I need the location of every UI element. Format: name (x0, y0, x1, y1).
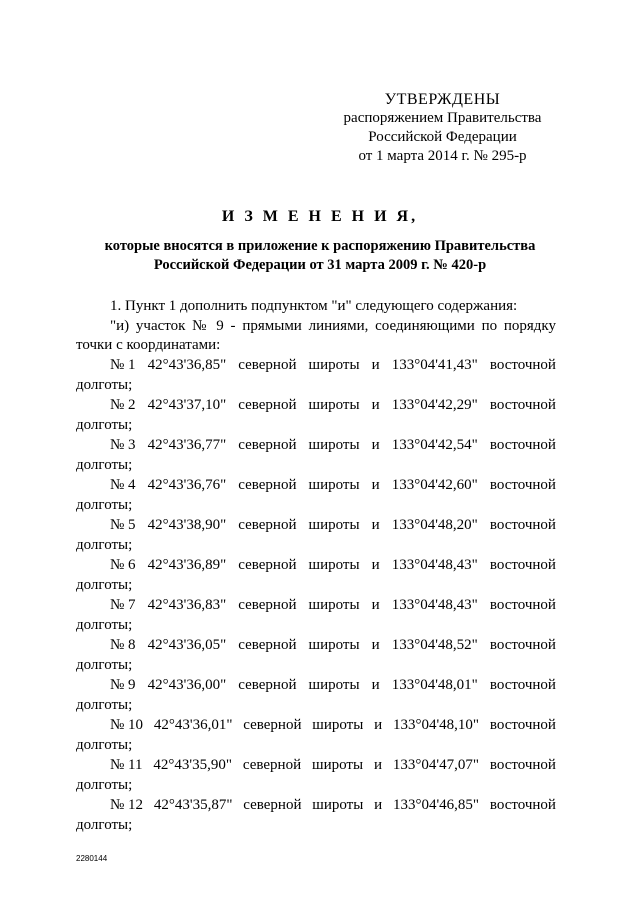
latitude-value: 42°43'36,01" (153, 717, 233, 733)
longitude-value: 133°04'42,29" (391, 397, 478, 413)
longitude-value: 133°04'41,43" (391, 357, 478, 373)
east-word: восточной (489, 637, 556, 653)
latitude-word: широты (312, 797, 364, 813)
and-word: и (371, 637, 380, 653)
north-word: северной (238, 677, 297, 693)
coordinates-list (76, 355, 556, 835)
coordinate-line (76, 555, 556, 575)
latitude-word: широты (308, 397, 360, 413)
north-word: северной (243, 797, 302, 813)
and-word: и (371, 677, 380, 693)
coordinate-line (76, 675, 556, 695)
latitude-value: 42°43'36,77" (147, 437, 227, 453)
longitude-word: долготы; (76, 417, 133, 433)
latitude-word: широты (308, 517, 360, 533)
and-word: и (371, 357, 380, 373)
latitude-value: 42°43'36,85" (147, 357, 227, 373)
latitude-value: 42°43'35,87" (153, 797, 233, 813)
point-number: № 9 (110, 677, 136, 693)
latitude-value: 42°43'36,89" (147, 557, 227, 573)
coordinate-line (76, 595, 556, 615)
point-number: № 12 (110, 797, 144, 813)
document-code: 2280144 (76, 854, 108, 863)
latitude-value: 42°43'35,90" (153, 757, 232, 773)
point-number: № 4 (110, 477, 136, 493)
east-word: восточной (489, 517, 556, 533)
latitude-value: 42°43'36,76" (147, 477, 227, 493)
latitude-word: широты (308, 477, 360, 493)
north-word: северной (238, 517, 297, 533)
latitude-word: широты (308, 597, 360, 613)
longitude-value: 133°04'42,54" (391, 437, 478, 453)
point-number: № 5 (110, 517, 136, 533)
coordinate-point (76, 595, 556, 635)
latitude-value: 42°43'37,10" (147, 397, 227, 413)
subtitle-line: Российской Федерации от 31 марта 2009 г. № 420-р (153, 257, 487, 273)
north-word: северной (238, 357, 297, 373)
latitude-word: широты (308, 677, 360, 693)
east-word: восточной (489, 717, 556, 733)
and-word: и (371, 557, 380, 573)
coordinate-line (76, 515, 556, 535)
coordinate-point (76, 435, 556, 475)
coordinate-point (76, 475, 556, 515)
latitude-word: широты (308, 637, 360, 653)
longitude-value: 133°04'48,01" (391, 677, 478, 693)
latitude-word: широты (308, 357, 360, 373)
approval-block (330, 90, 555, 166)
and-word: и (371, 437, 380, 453)
and-word: и (374, 797, 383, 813)
east-word: восточной (489, 557, 556, 573)
east-word: восточной (489, 437, 556, 453)
point-number: № 2 (110, 397, 136, 413)
longitude-word: долготы; (76, 657, 133, 673)
and-word: и (374, 717, 383, 733)
longitude-word: долготы; (76, 737, 133, 753)
and-word: и (371, 517, 380, 533)
longitude-word: долготы; (76, 577, 133, 593)
point-number: № 3 (110, 437, 136, 453)
approval-date-line: от 1 марта 2014 г. № 295-р (358, 148, 527, 164)
longitude-value: 133°04'47,07" (392, 757, 479, 773)
and-word: и (371, 597, 380, 613)
and-word: и (373, 757, 382, 773)
coordinate-point (76, 555, 556, 595)
coordinate-line (76, 795, 556, 815)
east-word: восточной (489, 397, 556, 413)
approval-line: Российской Федерации (368, 129, 517, 145)
document-subtitle (60, 237, 580, 275)
point-number: № 8 (110, 637, 136, 653)
longitude-word: долготы; (76, 377, 133, 393)
north-word: северной (238, 637, 297, 653)
point-number: № 7 (110, 597, 136, 613)
north-word: северной (238, 437, 297, 453)
north-word: северной (238, 477, 297, 493)
approval-line: распоряжением Правительства (343, 110, 542, 126)
latitude-value: 42°43'38,90" (147, 517, 227, 533)
longitude-value: 133°04'48,20" (391, 517, 478, 533)
approval-heading: УТВЕРЖДЕНЫ (384, 91, 501, 108)
east-word: восточной (489, 357, 556, 373)
coordinate-line (76, 715, 556, 735)
and-word: и (371, 477, 380, 493)
longitude-value: 133°04'48,43" (391, 557, 478, 573)
longitude-word: долготы; (76, 497, 133, 513)
latitude-value: 42°43'36,05" (147, 637, 227, 653)
north-word: северной (238, 397, 297, 413)
longitude-word: долготы; (76, 697, 133, 713)
longitude-value: 133°04'48,10" (392, 717, 480, 733)
paragraph-subitem-i: "и) участок № 9 - прямыми линиями, соединяющими по порядку точки с координатами: (76, 318, 556, 353)
coordinate-point (76, 515, 556, 555)
coordinate-point (76, 715, 556, 755)
point-number: № 10 (110, 717, 144, 733)
north-word: северной (243, 717, 302, 733)
longitude-value: 133°04'48,43" (391, 597, 478, 613)
coordinate-point (76, 675, 556, 715)
and-word: и (371, 397, 380, 413)
subtitle-line: которые вносятся в приложение к распоряжению Правительства (104, 238, 536, 254)
longitude-word: долготы; (76, 817, 133, 833)
east-word: восточной (489, 757, 556, 773)
coordinate-line (76, 755, 556, 775)
coordinate-point (76, 755, 556, 795)
point-number: № 1 (110, 357, 136, 373)
longitude-value: 133°04'48,52" (391, 637, 478, 653)
latitude-word: широты (308, 557, 360, 573)
document-title: И З М Е Н Е Н И Я, (221, 208, 419, 225)
document-body (76, 297, 556, 835)
longitude-value: 133°04'46,85" (392, 797, 480, 813)
east-word: восточной (489, 477, 556, 493)
longitude-word: долготы; (76, 617, 133, 633)
coordinate-line (76, 355, 556, 375)
latitude-value: 42°43'36,00" (147, 677, 227, 693)
latitude-word: широты (312, 757, 364, 773)
longitude-word: долготы; (76, 537, 133, 553)
coordinate-line (76, 395, 556, 415)
latitude-value: 42°43'36,83" (147, 597, 227, 613)
longitude-value: 133°04'42,60" (391, 477, 478, 493)
north-word: северной (238, 557, 297, 573)
coordinate-point (76, 395, 556, 435)
north-word: северной (242, 757, 302, 773)
coordinate-line (76, 435, 556, 455)
coordinate-point (76, 795, 556, 835)
coordinate-point (76, 355, 556, 395)
coordinate-line (76, 475, 556, 495)
coordinate-line (76, 635, 556, 655)
north-word: северной (238, 597, 297, 613)
paragraph-item-1: 1. Пункт 1 дополнить подпунктом "и" следующего содержания: (110, 298, 518, 314)
east-word: восточной (489, 597, 556, 613)
point-number: № 11 (110, 757, 143, 773)
latitude-word: широты (312, 717, 364, 733)
coordinate-point (76, 635, 556, 675)
longitude-word: долготы; (76, 457, 133, 473)
east-word: восточной (489, 677, 556, 693)
east-word: восточной (489, 797, 556, 813)
longitude-word: долготы; (76, 777, 133, 793)
latitude-word: широты (308, 437, 360, 453)
point-number: № 6 (110, 557, 136, 573)
